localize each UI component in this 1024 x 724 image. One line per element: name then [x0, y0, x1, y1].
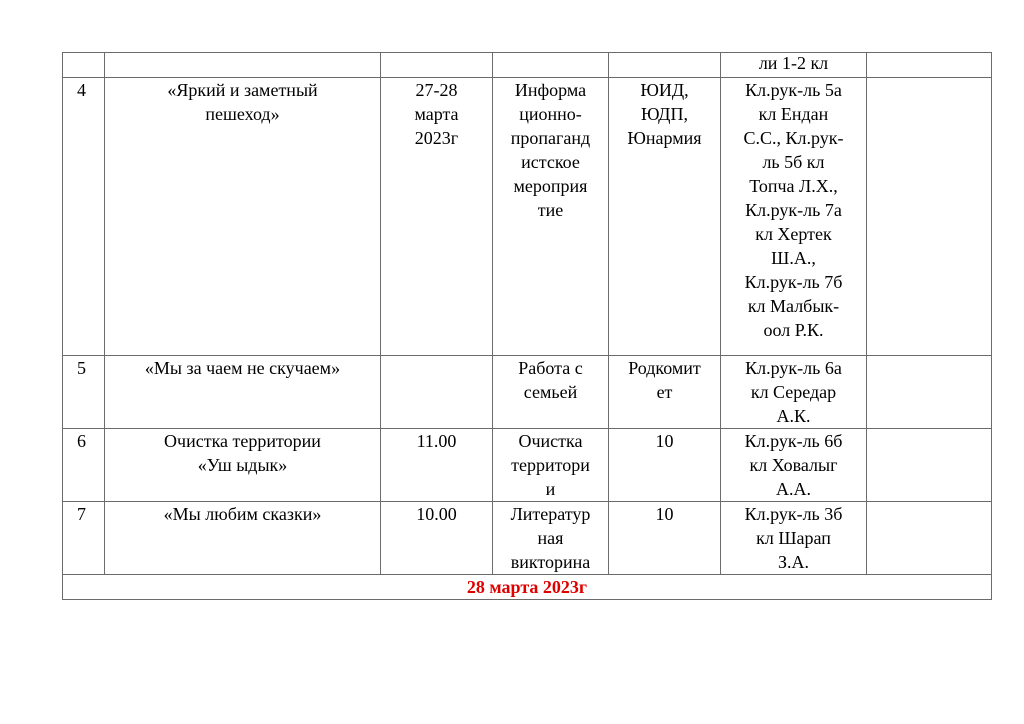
cell-participants: 10	[609, 502, 721, 575]
cell-num: 5	[63, 356, 105, 429]
cell-note	[867, 53, 992, 78]
cell-name: «Мы любим сказки»	[105, 502, 381, 575]
cell-form: Литератур ная викторина	[493, 502, 609, 575]
table-row	[63, 78, 992, 356]
cell-responsible: Кл.рук-ль 5а кл Ендан С.С., Кл.рук- ль 5б кл Топча Л.Х., Кл.рук-ль 7а кл Хертек Ш.А., Кл.рук-ль 7б кл Малбык- оол Р.К.	[721, 78, 867, 356]
cell-note	[867, 356, 992, 429]
date-header: 28 марта 2023г	[63, 575, 992, 600]
schedule-table	[62, 52, 992, 600]
cell-name	[105, 53, 381, 78]
cell-num	[63, 53, 105, 78]
cell-responsible: Кл.рук-ль 6а кл Середар А.К.	[721, 356, 867, 429]
cell-date: 11.00	[381, 429, 493, 502]
cell-date	[381, 53, 493, 78]
cell-date: 10.00	[381, 502, 493, 575]
cell-note	[867, 429, 992, 502]
date-header-row	[63, 575, 992, 600]
cell-name: «Мы за чаем не скучаем»	[105, 356, 381, 429]
cell-participants: Родкомит ет	[609, 356, 721, 429]
cell-participants: ЮИД, ЮДП, Юнармия	[609, 78, 721, 356]
cell-date	[381, 356, 493, 429]
cell-responsible: ли 1-2 кл	[721, 53, 867, 78]
table-row-continued	[63, 53, 992, 78]
cell-num: 6	[63, 429, 105, 502]
cell-participants: 10	[609, 429, 721, 502]
table-row	[63, 429, 992, 502]
cell-form: Очистка территори и	[493, 429, 609, 502]
cell-responsible: Кл.рук-ль 3б кл Шарап З.А.	[721, 502, 867, 575]
cell-form	[493, 53, 609, 78]
cell-name: Очистка территории «Уш ыдык»	[105, 429, 381, 502]
cell-note	[867, 78, 992, 356]
cell-name: «Яркий и заметный пешеход»	[105, 78, 381, 356]
cell-form: Работа с семьей	[493, 356, 609, 429]
table-row	[63, 502, 992, 575]
cell-responsible: Кл.рук-ль 6б кл Ховалыг А.А.	[721, 429, 867, 502]
cell-num: 4	[63, 78, 105, 356]
table-row	[63, 356, 992, 429]
cell-form: Информа ционно- пропаганд истское мероприя тие	[493, 78, 609, 356]
cell-participants	[609, 53, 721, 78]
cell-num: 7	[63, 502, 105, 575]
cell-note	[867, 502, 992, 575]
cell-date: 27-28 марта 2023г	[381, 78, 493, 356]
